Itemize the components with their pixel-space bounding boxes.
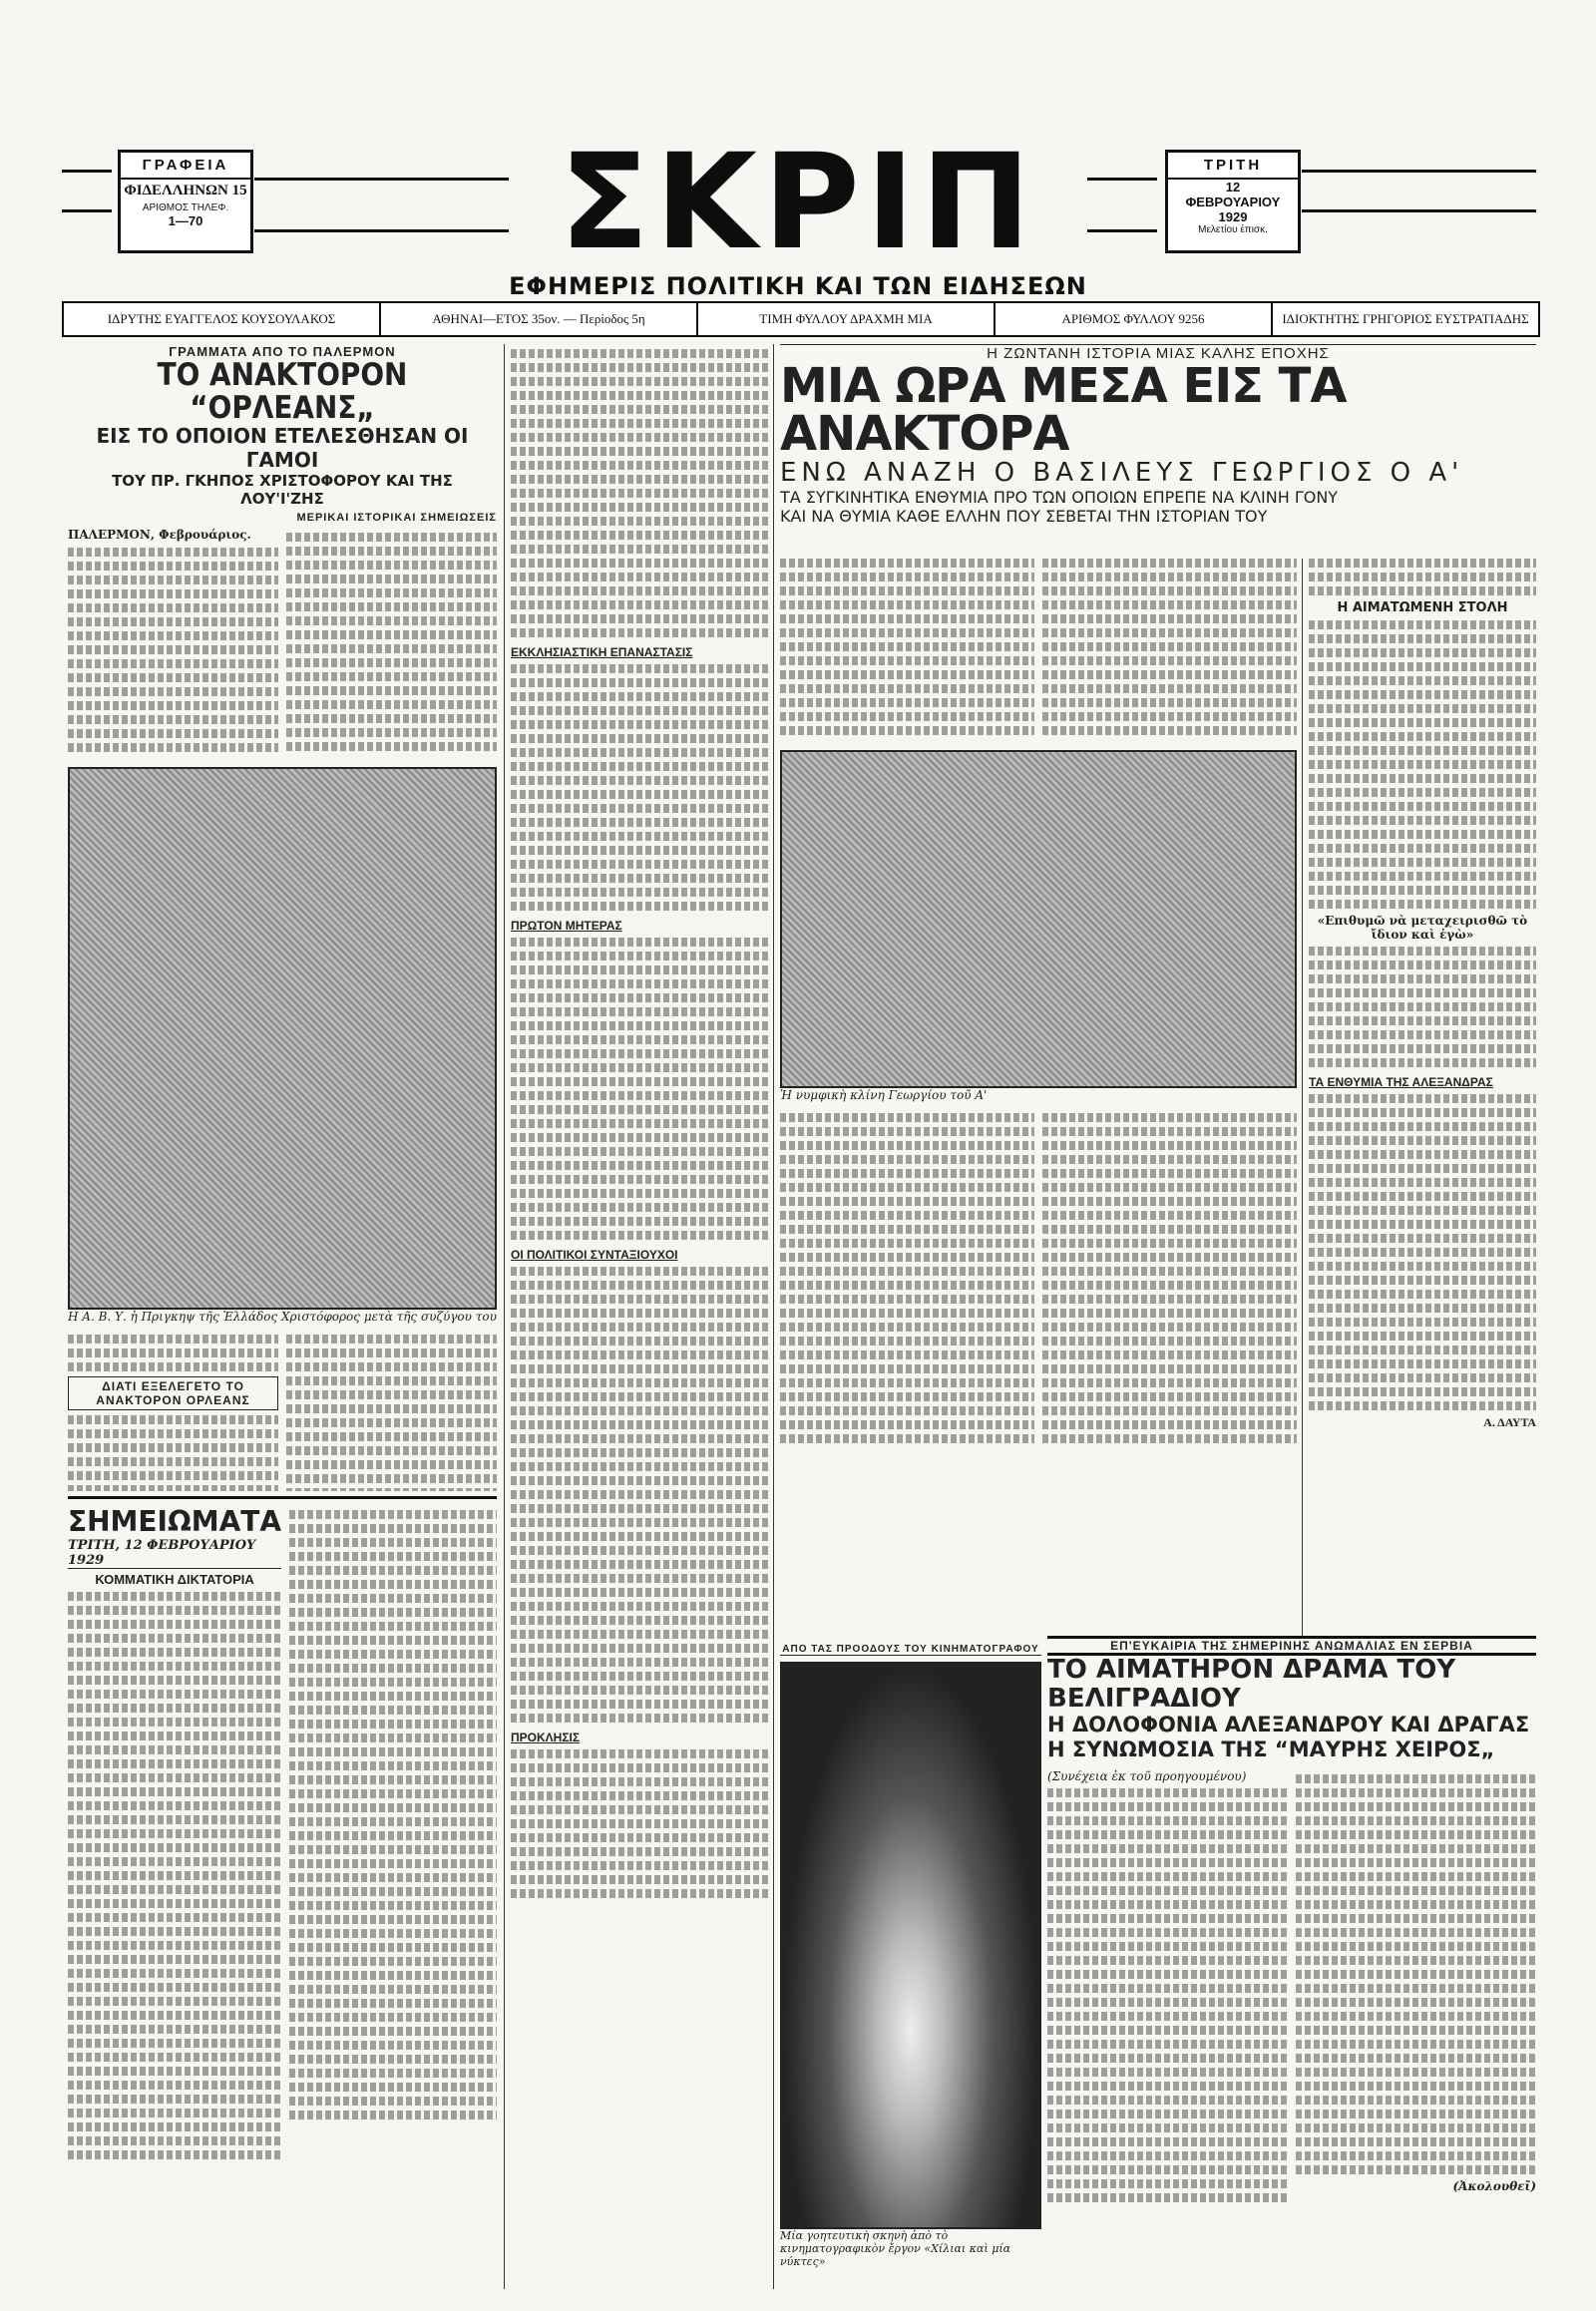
masthead-rule-left: [62, 170, 112, 173]
mothers-first-heading: ΠΡΩΤΟΝ ΜΗΤΕΡΑΣ: [511, 919, 622, 933]
church-revolution-heading: ΕΚΚΛΗΣΙΑΣΤΙΚΗ ΕΠΑΝΑΣΤΑΣΙΣ: [511, 645, 693, 659]
info-strip: [62, 301, 1540, 337]
date-box: [1165, 150, 1301, 253]
left-article: [68, 344, 497, 1491]
saint-day: Μελετίου ἐπισκ.: [1198, 224, 1268, 235]
section-heading: ΔΙΑΤΙ ΕΞΕΛΕΓΕΤΟ ΤΟ ΑΝΑΚΤΟΡΟΝ ΟΡΛΕΑΝΣ: [68, 1376, 278, 1410]
belgrade-article: [1047, 1636, 1536, 2284]
masthead-rule-center-left: [254, 178, 509, 181]
cinema-caption: Μία γοητευτικὴ σκηνὴ ἀπὸ τὸ κινηματογραφικὸν ἔργον «Χίλιαι καὶ μία νύκτες»: [780, 2229, 1011, 2268]
left-headline-2: ΕΙΣ ΤΟ ΟΠΟΙΟΝ ΕΤΕΛΕΣΘΗΣΑΝ ΟΙ ΓΑΜΟΙ: [96, 424, 469, 473]
office-address: ΦΙΔΕΛΛΗΝΩΝ 15: [124, 183, 247, 198]
belgrade-intro: (Συνέχεια ἐκ τοῦ προηγουμένου): [1047, 1768, 1247, 1783]
phone-number: 1—70: [168, 213, 203, 228]
owner: ΙΔΙΟΚΤΗΤΗΣ ΓΡΗΓΟΡΙΟΣ ΕΥΣΤΡΑΤΙΑΔΗΣ: [1282, 311, 1529, 326]
masthead-rule-right: [1302, 170, 1536, 173]
belgrade-line-2: Η ΔΟΛΟΦΟΝΙΑ ΑΛΕΞΑΝΔΡΟΥ ΚΑΙ ΔΡΑΓΑΣ: [1047, 1713, 1530, 1737]
photo-caption: Η Α. Β. Υ. ἡ Πριγκηψ τῆς Ἑλλάδος Χριστόφορος μετὰ τῆς συζύγου του: [68, 1310, 497, 1325]
right-subheadline: ΕΝΩ ΑΝΑΖΗ Ο ΒΑΣΙΛΕΥΣ ΓΕΩΡΓΙΟΣ Ο Α': [780, 458, 1464, 488]
right-article-header: [780, 344, 1536, 583]
month: ΦΕΒΡΟΥΑΡΙΟΥ: [1185, 194, 1281, 209]
belgrade-continued: (Ἀκολουθεῖ): [1452, 2178, 1536, 2193]
right-deck-2: ΚΑΙ ΝΑ ΘΥΜΙΑ ΚΑΘΕ ΕΛΛΗΝ ΠΟΥ ΣΕΒΕΤΑΙ ΤΗΝ ΙΣΤΟΡΙΑΝ ΤΟΥ: [780, 507, 1268, 526]
belgrade-kicker: ΕΠ'ΕΥΚΑΙΡΙΑ ΤΗΣ ΣΗΜΕΡΙΝΗΣ ΑΝΩΜΑΛΙΑΣ ΕΝ ΣΕΡΒΙΑ: [1110, 1639, 1473, 1653]
bed-photo: [780, 750, 1297, 1088]
right-article-body: [780, 554, 1297, 1631]
belgrade-title: ΤΟ ΑΙΜΑΤΗΡΟΝ ΔΡΑΜΑ ΤΟΥ ΒΕΛΙΓΡΑΔΙΟΥ: [1047, 1655, 1456, 1714]
left-kicker: ΓΡΑΜΜΑΤΑ ΑΠΟ ΤΟ ΠΑΛΕΡΜΟΝ: [169, 344, 396, 359]
right-side-column: [1309, 554, 1536, 1631]
middle-column: [511, 344, 768, 1940]
provocation-heading: ΠΡΟΚΛΗΣΙΣ: [511, 1731, 581, 1744]
cinema-section: [780, 1644, 1041, 2287]
right-kicker: Η ΖΩΝΤΑΝΗ ΙΣΤΟΡΙΑ ΜΙΑΣ ΚΑΛΗΣ ΕΠΟΧΗΣ: [780, 344, 1536, 362]
belgrade-line-3: Η ΣΥΝΩΜΟΣΙΑ ΤΗΣ “ΜΑΥΡΗΣ ΧΕΙΡΟΣ„: [1047, 1737, 1495, 1762]
office-label: ΓΡΑΦΕΙΑ: [121, 153, 250, 180]
masthead-rule-right-2: [1302, 209, 1536, 212]
alexandra-heading: ΤΑ ΕΝΘΥΜΙΑ ΤΗΣ ΑΛΕΞΑΝΔΡΑΣ: [1309, 1075, 1493, 1089]
left-headline-3: ΤΟΥ ΠΡ. ΓΚΗΠΟΣ ΧΡΙΣΤΟΦΟΡΟΥ ΚΑΙ ΤΗΣ ΛΟΥ'Ι'ΖΗΣ: [112, 472, 453, 509]
quote: «Επιθυμῶ νὰ μεταχειρισθῶ τὸ ἴδιον καὶ ἐγὼ»: [1317, 914, 1528, 942]
place-year: ΑΘΗΝΑΙ—ΕΤΟΣ 35ον. — Περίοδος 5η: [381, 303, 698, 335]
column-rule: [773, 344, 774, 2289]
day: 12: [1225, 180, 1241, 194]
year: 1929: [1218, 209, 1248, 224]
column-rule: [504, 344, 505, 2289]
newspaper-subtitle: ΕΦΗΜΕΡΙΣ ΠΟΛΙΤΙΚΗ ΚΑΙ ΤΩΝ ΕΙΔΗΣΕΩΝ: [509, 272, 1087, 300]
office-box: [118, 150, 253, 253]
pensioners-heading: ΟΙ ΠΟΛΙΤΙΚΟΙ ΣΥΝΤΑΞΙΟΥΧΟΙ: [511, 1248, 678, 1262]
price: ΤΙΜΗ ΦΥΛΛΟΥ ΔΡΑΧΜΗ ΜΙΑ: [698, 303, 996, 335]
column-rule: [1302, 559, 1303, 1636]
notes-title: ΣΗΜΕΙΩΜΑΤΑ: [68, 1505, 282, 1538]
right-headline: ΜΙΑ ΩΡΑ ΜΕΣΑ ΕΙΣ ΤΑ ΑΝΑΚΤΟΡΑ: [780, 358, 1347, 462]
left-subkicker: ΜΕΡΙΚΑΙ ΙΣΤΟΡΙΚΑΙ ΣΗΜΕΙΩΣΕΙΣ: [296, 512, 497, 525]
bed-photo-caption: Ἡ νυμφικὴ κλίνη Γεωργίου τοῦ Α': [780, 1088, 988, 1102]
masthead-rule-center-left-2: [254, 229, 509, 232]
notes-subtitle: ΚΟΜΜΑΤΙΚΗ ΔΙΚΤΑΤΟΡΙΑ: [95, 1572, 254, 1587]
notes-date: ΤΡΙΤΗ, 12 ΦΕΒΡΟΥΑΡΙΟΥ 1929: [68, 1538, 281, 1569]
left-headline: ΤΟ ΑΝΑΚΤΟΡΟΝ “ΟΡΛΕΑΝΣ„: [157, 357, 408, 426]
masthead-rule-center-right-2: [1087, 229, 1157, 232]
masthead-rule-left-2: [62, 209, 112, 212]
cinema-photo: [780, 1662, 1041, 2229]
newspaper-title: ΣΚΡΙΠ: [559, 126, 1037, 279]
issue-number: ΑΡΙΘΜΟΣ ΦΥΛΛΟΥ 9256: [996, 303, 1273, 335]
notes-section: [68, 1496, 497, 2284]
cinema-kicker: ΑΠΟ ΤΑΣ ΠΡΟΟΔΟΥΣ ΤΟΥ ΚΙΝΗΜΑΤΟΓΡΑΦΟΥ: [780, 1644, 1041, 1656]
right-deck-1: ΤΑ ΣΥΓΚΙΝΗΤΙΚΑ ΕΝΘΥΜΙΑ ΠΡΟ ΤΩΝ ΟΠΟΙΩΝ ΕΠΡΕΠΕ ΝΑ ΚΛΙΝΗ ΓΟΝΥ: [780, 488, 1339, 507]
founder: ΙΔΡΥΤΗΣ ΕΥΑΓΓΕΛΟΣ ΚΟΥΣΟΥΛΑΚΟΣ: [64, 303, 381, 335]
phone-label: ΑΡΙΘΜΟΣ ΤΗΛΕΦ.: [142, 202, 229, 213]
bloody-uniform-heading: Η ΑΙΜΑΤΩΜΕΝΗ ΣΤΟΛΗ: [1337, 600, 1508, 615]
weekday: ΤΡΙΤΗ: [1168, 153, 1298, 180]
signature: Α. ΔΑΥΤΑ: [1483, 1415, 1536, 1429]
royal-couple-photo: [68, 767, 497, 1310]
masthead-rule-center-right: [1087, 178, 1157, 181]
dateline: ΠΑΛΕΡΜΟΝ, Φεβρουάριος.: [68, 528, 251, 543]
